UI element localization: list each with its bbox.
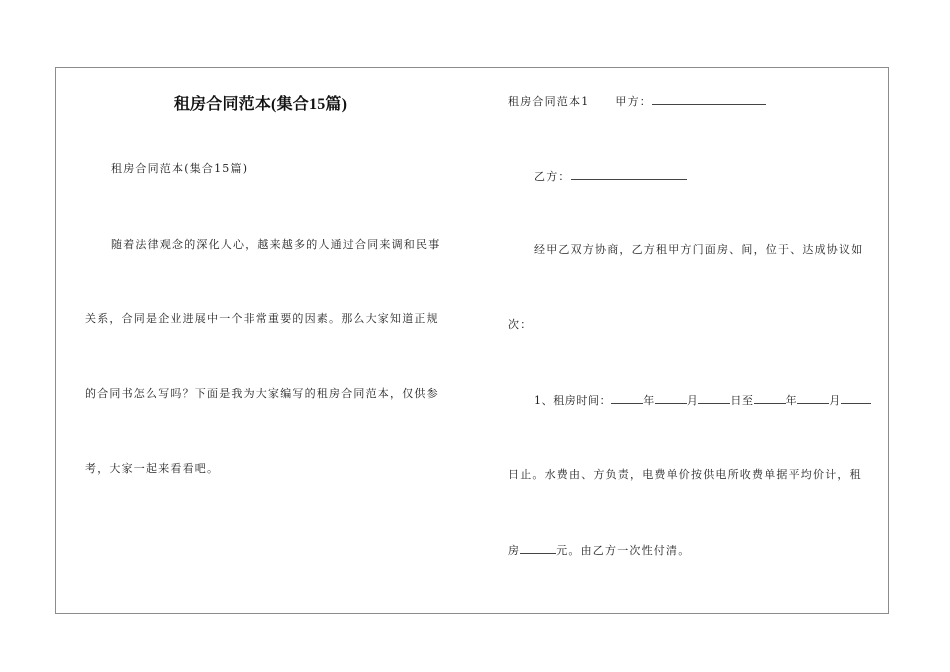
contract-header-line [508, 94, 766, 109]
fee-line: 日止。水费由、方负责，电费单价按供电所收费单据平均价计，租 [508, 468, 862, 481]
rent-amount-blank [520, 543, 556, 554]
party-b-blank [571, 169, 687, 180]
total-line: 房 元。由乙方一次性付清。 [508, 544, 691, 557]
subtitle-line: 租房合同范本(集合15篇) [111, 162, 249, 175]
contract-heading: 租房合同范本1 [508, 95, 590, 108]
intro-line-cont: 次： [508, 318, 533, 331]
party-a-blank [652, 94, 766, 105]
intro-line: 经甲乙双方协商，乙方租甲方门面房、间，位于、达成协议如 [534, 243, 864, 256]
document-title: 租房合同范本(集合15篇) [173, 96, 348, 113]
document-page [55, 67, 889, 614]
party-b-line [534, 169, 687, 184]
rent-period-line: 1、租房时间： 年 月 日至 年 月 [534, 393, 871, 408]
rent-period-label: 1、租房时间： [534, 394, 612, 407]
paragraph-line: 的合同书怎么写吗？下面是我为大家编写的租房合同范本，仅供参 [85, 387, 439, 400]
party-a-label: 甲方： [615, 95, 653, 108]
party-b-label: 乙方： [534, 170, 571, 183]
paragraph-line: 随着法律观念的深化人心，越来越多的人通过合同来调和民事 [111, 238, 441, 251]
paragraph-line: 考，大家一起来看看吧。 [85, 462, 220, 475]
paragraph-line: 关系，合同是企业进展中一个非常重要的因素。那么大家知道正规 [85, 312, 439, 325]
